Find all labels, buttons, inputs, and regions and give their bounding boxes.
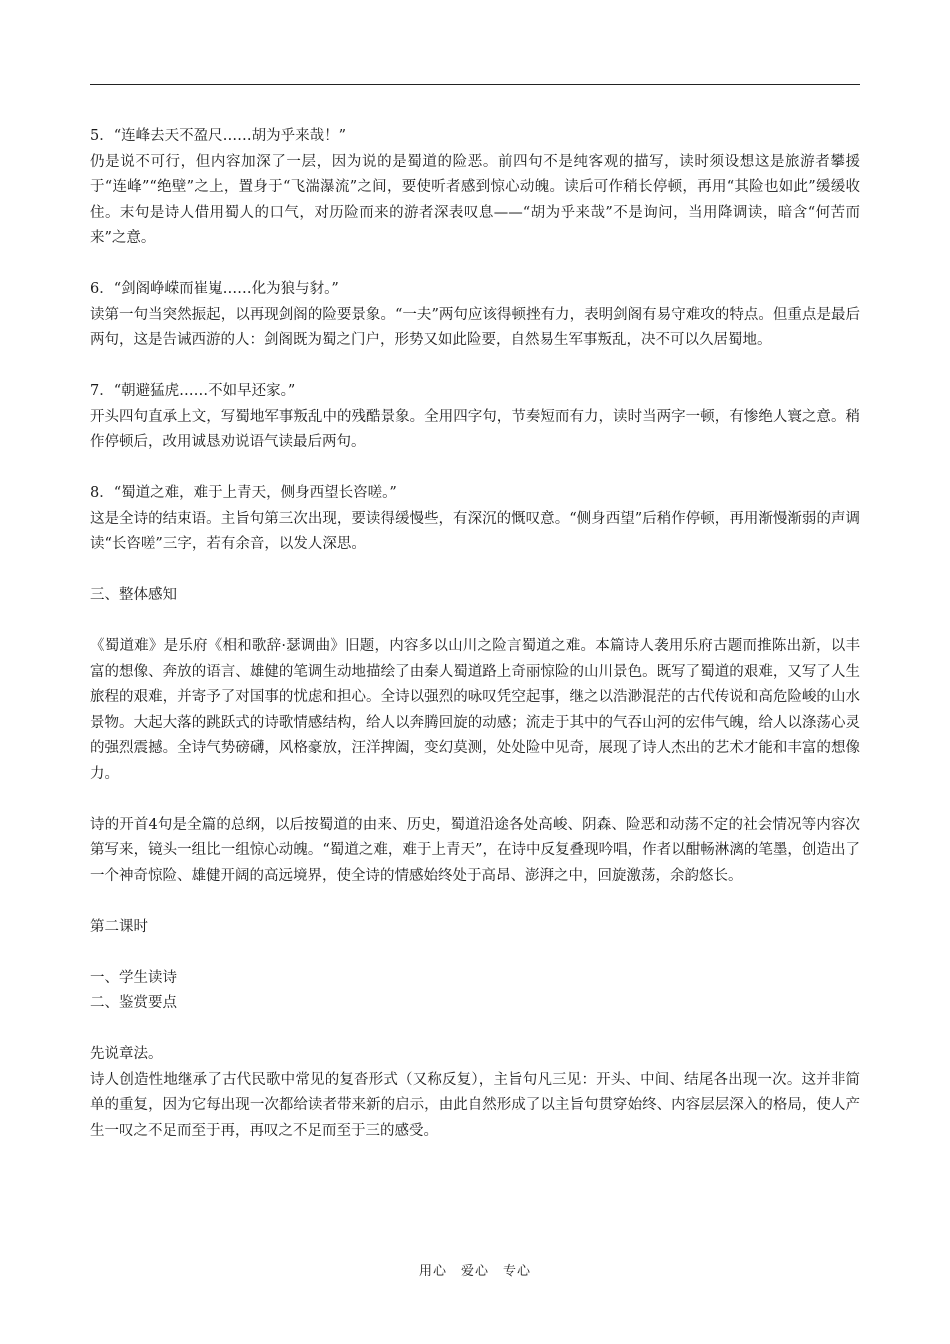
paragraph-text: 《蜀道难》是乐府《相和歌辞·瑟调曲》旧题，内容多以山川之险言蜀道之难。本篇诗人袭用乐府古题而推陈出新，以丰富的想像、奔放的语言、雄健的笔调生动地描绘了由秦人蜀道路上奇丽惊险的山川景色。既写了蜀道的艰难，又写了人生旅程的艰难，并寄予了对国事的忧虑和担心。全诗以强烈的咏叹凭空起事，继之以浩渺混茫的古代传说和高危险峻的山水景物。大起大落的跳跃式的诗歌情感结构，给人以奔腾回旋的动感；流走于其中的气吞山河的宏伟气魄，给人以涤荡心灵的强烈震撼。全诗气势磅礴，风格豪放，汪洋捭阖，变幻莫测，处处险中见奇，展现了诗人杰出的艺术才能和丰富的想像力。 [90,638,860,782]
page-footer: 用心 爱心 专心 [418,1264,531,1279]
header-rule [90,84,860,85]
section-title-overall: 三、整体感知 [90,587,177,603]
overall-paragraph-1 [90,634,860,787]
overall-paragraph-2 [90,813,860,890]
document-body [90,124,860,1170]
lesson-steps [90,966,860,1017]
lesson-title: 第二课时 [90,918,148,935]
note-body: 读第一句当突然振起，以再现剑阁的险要景象。“一夫”两句应该得顿挫有力，表明剑阁有易守难攻的特点。但重点是最后两句，这是告诫西游的人：剑阁既为蜀之门户，形势又如此险要，自然易生军事叛乱，决不可以久居蜀地。 [90,306,860,348]
structure-analysis [90,1042,860,1144]
note-heading: 7．“朝避猛虎……不如早还家。” [90,383,296,399]
analysis-body: 诗人创造性地继承了古代民歌中常见的复沓形式（又称反复），主旨句凡三见：开头、中间、结尾各出现一次。这并非简单的重复，因为它每出现一次都给读者带来新的启示，由此自然形成了以主旨句贯穿始终、内容层层深入的格局，使人产生一叹之不足而至于再，再叹之不足而至于三的感受。 [90,1071,860,1139]
note-body: 这是全诗的结束语。主旨句第三次出现，要读得缓慢些，有深沉的慨叹意。“侧身西望”后稍作停顿，再用渐慢渐弱的声调读“长咨嗟”三字，若有余音，以发人深思。 [90,510,860,552]
note-heading: 5．“连峰去天不盈尺……胡为乎来哉！” [90,128,347,144]
note-heading: 6．“剑阁峥嵘而崔嵬……化为狼与豺。” [90,281,339,297]
note-body: 开头四句直承上文，写蜀地军事叛乱中的残酷景象。全用四字句，节奏短而有力，读时当两字一顿，有惨绝人寰之意。稍作停顿后，改用诚恳劝说语气读最后两句。 [90,408,860,450]
step-2: 二、鉴赏要点 [90,995,177,1011]
note-heading: 8．“蜀道之难，难于上青天，侧身西望长咨嗟。” [90,485,397,501]
note-body: 仍是说不可行，但内容加深了一层，因为说的是蜀道的险恶。前四句不是纯客观的描写，读时须设想这是旅游者攀援于“连峰”“绝壁”之上，置身于“飞湍瀑流”之间，要使听者感到惊心动魄。读后可作稍长停顿，再用“其险也如此”缓缓收住。末句是诗人借用蜀人的口气，对历险而来的游者深表叹息——“胡为乎来哉”不是询问，当用降调读，暗含“何苦而来”之意。 [90,153,860,246]
step-1: 一、学生读诗 [90,969,177,986]
reading-note-6 [90,277,860,354]
paragraph-text: 诗的开首4句是全篇的总纲，以后按蜀道的由来、历史，蜀道沿途各处高峻、阴森、险恶和动荡不定的社会情况等内容次第写来，镜头一组比一组惊心动魄。“蜀道之难，难于上青天”，在诗中反复叠现吟唱，作者以酣畅淋漓的笔墨，创造出了一个神奇惊险、雄健开阔的高远境界，使全诗的情感始终处于高昂、澎湃之中，回旋激荡，余韵悠长。 [90,816,860,884]
reading-note-5 [90,124,860,252]
reading-note-8 [90,481,860,558]
analysis-subheading: 先说章法。 [90,1046,163,1062]
reading-note-7 [90,379,860,456]
